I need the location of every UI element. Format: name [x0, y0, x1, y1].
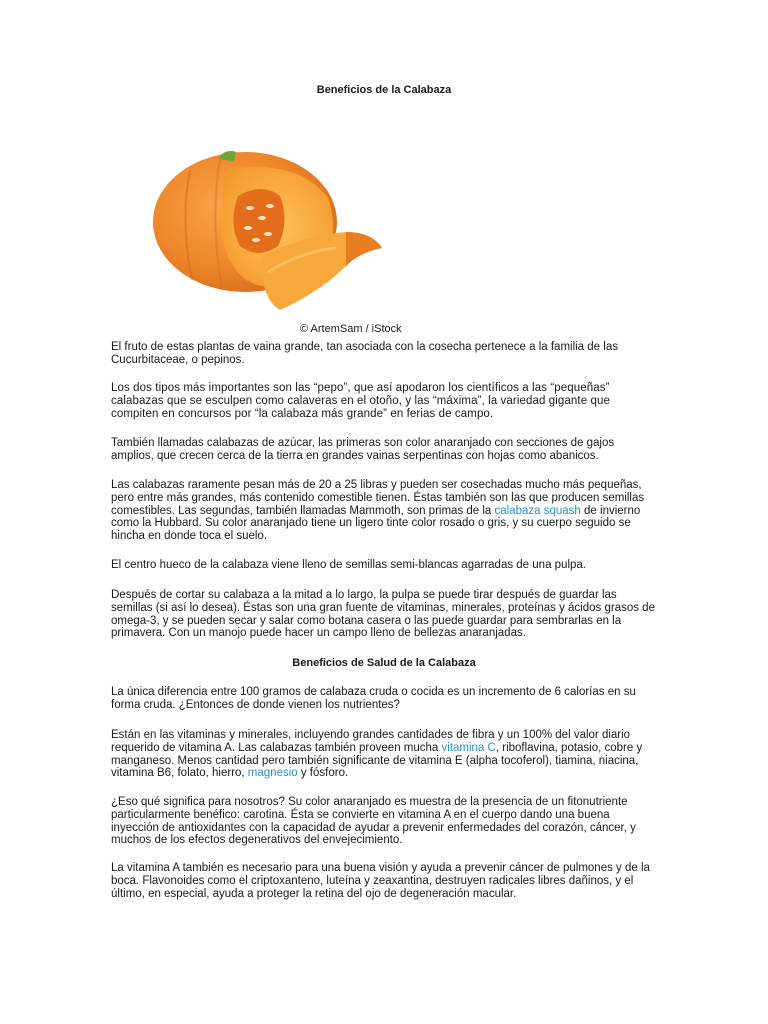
paragraph-8-text-c: y fósforo.: [297, 767, 349, 780]
paragraph-6: Después de cortar su calabaza a la mitad a lo largo, la pulpa se puede tirar después de guardar las semillas (si así lo desea). Éstas son una gran fuente de vitaminas, minerales, proteínas y ácidos grasos de omega-3, y se pueden secar y salar como botana casera o las puede guardar para sembrarlas en la primavera. Con un manojo puede hacer un campo lleno de bellezas anaranjadas.: [111, 589, 655, 640]
magnesio-link[interactable]: magnesio: [247, 767, 298, 780]
paragraph-4: [111, 479, 659, 543]
paragraph-8-text-b: , riboflavina, potasio, cobre y manganeso. Menos cantidad pero también significante de vitamina E (alpha tocoferol), tiamina, niacina, vitamina B6, folato, hierro,: [111, 741, 643, 780]
paragraph-8-text-a: Están en las vitaminas y minerales, incluyendo grandes cantidades de fibra y un 100% del valor diario requerido de vitamina A. Las calabazas también proveen mucha: [111, 729, 631, 754]
paragraph-4-text-b: de invierno como la Hubbard. Su color anaranjado tiene un ligero tinte color rosado o gris, y su cuerpo seguido se hincha en donde toca el suelo.: [111, 504, 641, 543]
paragraph-10: La vitamina A también es necesario para una buena visión y ayuda a prevenir cáncer de pulmones y de la boca. Flavonoides como el criptoxanteno, luteína y zeaxantina, destruyen radicales libres dañinos, y el último, en especial, ayuda a proteger la retina del ojo de degeneración macular.: [111, 862, 650, 900]
page-title: Beneficios de la Calabaza: [316, 84, 452, 96]
paragraph-5: El centro hueco de la calabaza viene lleno de semillas semi-blancas agarradas de una pulpa.: [111, 559, 586, 571]
paragraph-1: El fruto de estas plantas de vaina grande, tan asociada con la cosecha pertenece a la familia de las Cucurbitaceae, o pepinos.: [111, 341, 618, 366]
paragraph-9: ¿Eso qué significa para nosotros? Su color anaranjado es muestra de la presencia de un fitonutriente particularmente benéfico: carotina. Ésta se convierte en vitamina A en el cuerpo dando una buena inyección de antioxidantes con la capacidad de ayudar a prevenir enfermedades del corazón, cáncer, y muchos de los efectos degenerativos del envejecimiento.: [111, 796, 636, 847]
section-subtitle: Beneficios de Salud de la Calabaza: [292, 657, 476, 669]
paragraph-3: También llamadas calabazas de azúcar, las primeras son color anaranjado con secciones de gajos amplios, que crecen cerca de la tierra en grandes vainas serpentinas con hojas como abanicos.: [111, 437, 615, 462]
pumpkin-image: [150, 140, 390, 320]
paragraph-7: La única diferencia entre 100 gramos de calabaza cruda o cocida es un incremento de 6 calorías en su forma cruda. ¿Entonces de donde vienen los nutrientes?: [111, 686, 636, 711]
paragraph-2: Los dos tipos más importantes son las “pepo”, que así apodaron los científicos a las “pequeñas” calabazas que se esculpen como calaveras en el otoño, y las “máxima”, la variedad gigante que compiten en concursos por “la calabaza más grande” en ferias de campo.: [111, 382, 610, 420]
vitamina-c-link[interactable]: vitamina C: [441, 741, 496, 754]
paragraph-4-text-a: Las calabazas raramente pesan más de 20 a 25 libras y pueden ser cosechadas mucho más pequeñas, pero entre más grandes, más contenido comestible tienen. Éstas también son las que producen semillas comestibles. Las segundas, también llamadas Mammoth, son primas de la: [111, 479, 645, 517]
paragraph-8: [111, 729, 659, 780]
image-caption: © ArtemSam / iStock: [300, 323, 402, 335]
calabaza-squash-link[interactable]: calabaza squash: [494, 504, 581, 517]
